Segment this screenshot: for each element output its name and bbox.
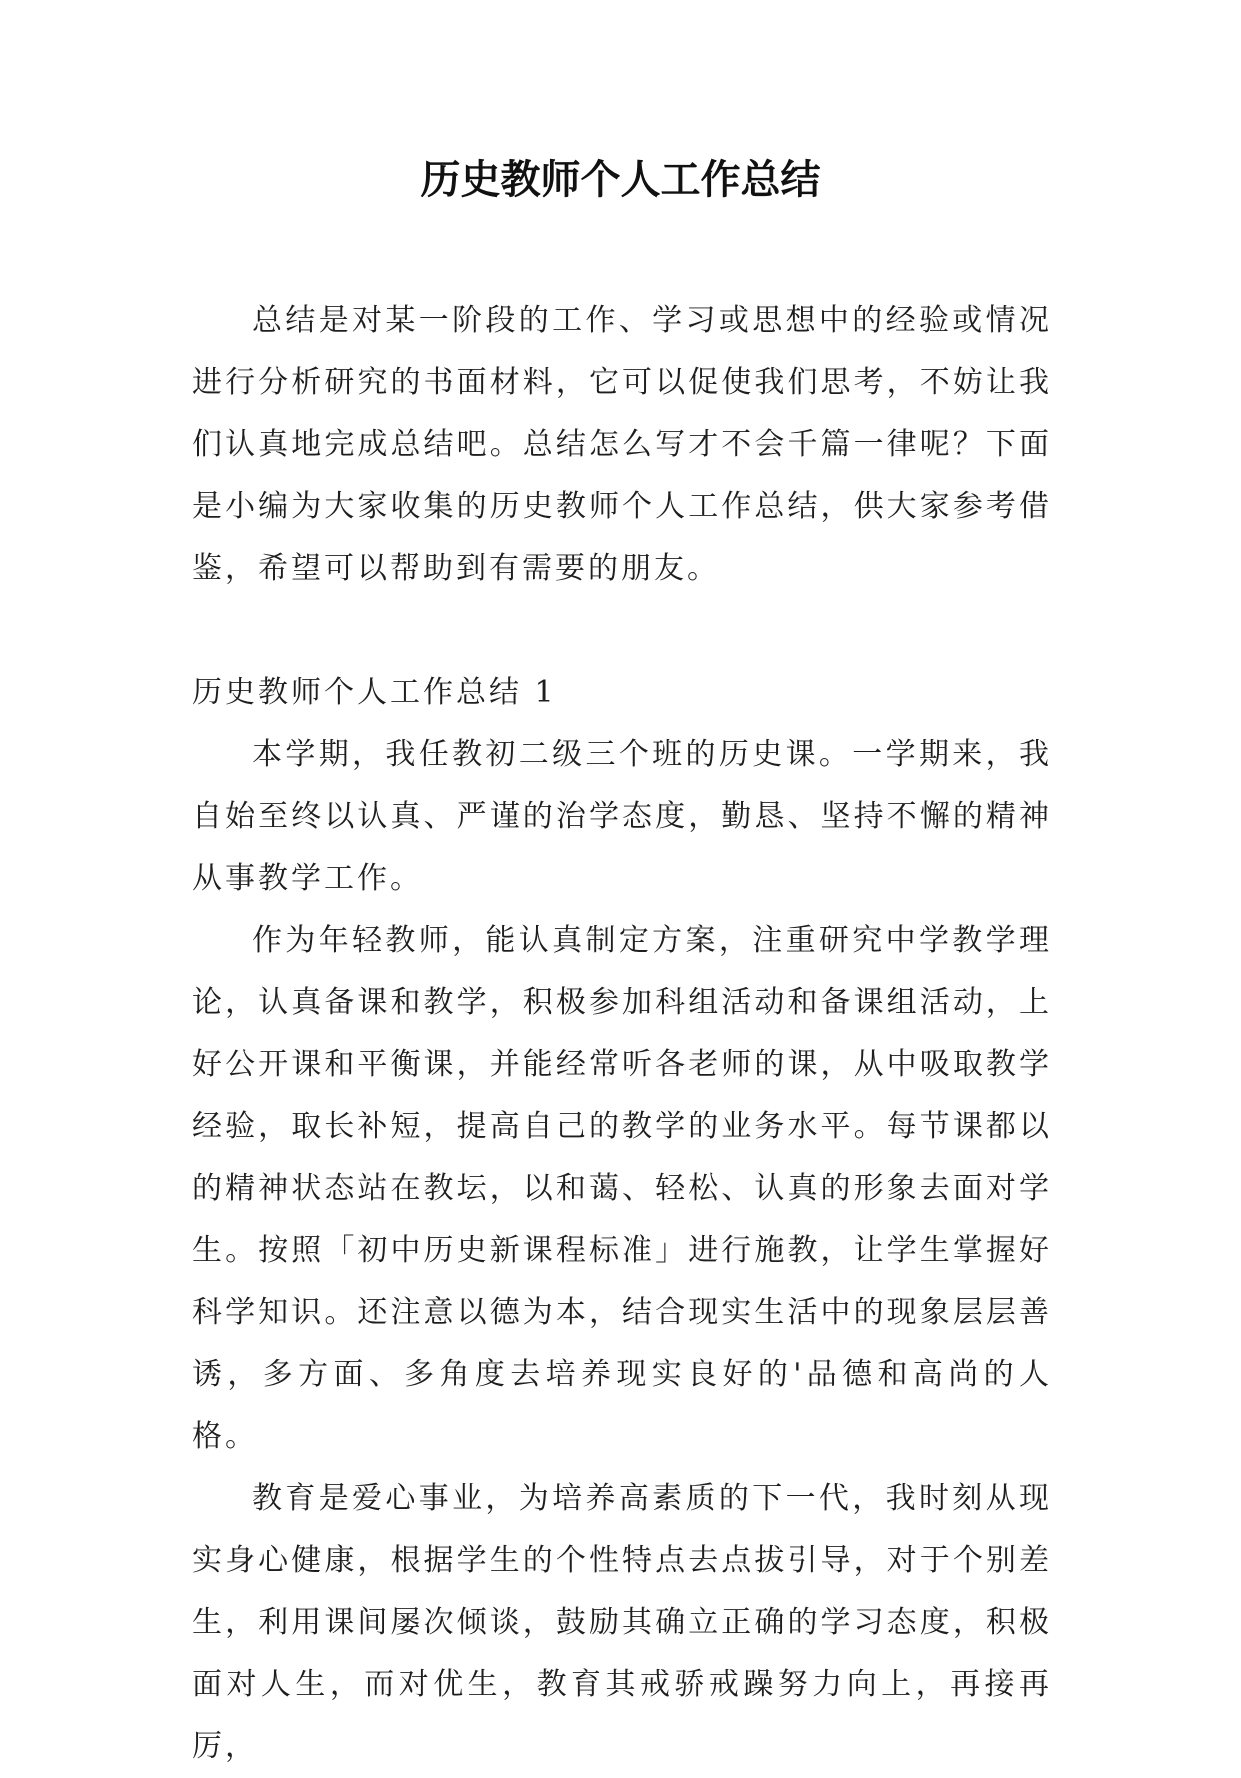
intro-paragraph: 总结是对某一阶段的工作、学习或思想中的经验或情况进行分析研究的书面材料，它可以促使我们思考，不妨让我们认真地完成总结吧。总结怎么写才不会千篇一律呢？下面是小编为大家收集的历史教师个人工作总结，供大家参考借鉴，希望可以帮助到有需要的朋友。	[192, 303, 1052, 586]
document-body	[192, 290, 1052, 1778]
body-paragraph: 作为年轻教师，能认真制定方案，注重研究中学教学理论，认真备课和教学，积极参加科组活动和备课组活动，上好公开课和平衡课，并能经常听各老师的课，从中吸取教学经验，取长补短，提高自己的教学的业务水平。每节课都以的精神状态站在教坛，以和蔼、轻松、认真的形象去面对学生。按照「初中历史新课程标准」进行施教，让学生掌握好科学知识。还注意以德为本，结合现实生活中的现象层层善诱，多方面、多角度去培养现实良好的'品德和高尚的人格。	[192, 923, 1052, 1454]
document-title: 历史教师个人工作总结	[420, 156, 821, 203]
section-heading: 历史教师个人工作总结 1	[192, 675, 557, 710]
body-paragraph: 教育是爱心事业，为培养高素质的下一代，我时刻从现实身心健康，根据学生的个性特点去点拔引导，对于个别差生，利用课间屡次倾谈，鼓励其确立正确的学习态度，积极面对人生，而对优生，教育其戒骄戒躁努力向上，再接再厉，	[192, 1481, 1052, 1764]
body-paragraph: 本学期，我任教初二级三个班的历史课。一学期来，我自始至终以认真、严谨的治学态度，勤恳、坚持不懈的精神从事教学工作。	[192, 737, 1052, 896]
